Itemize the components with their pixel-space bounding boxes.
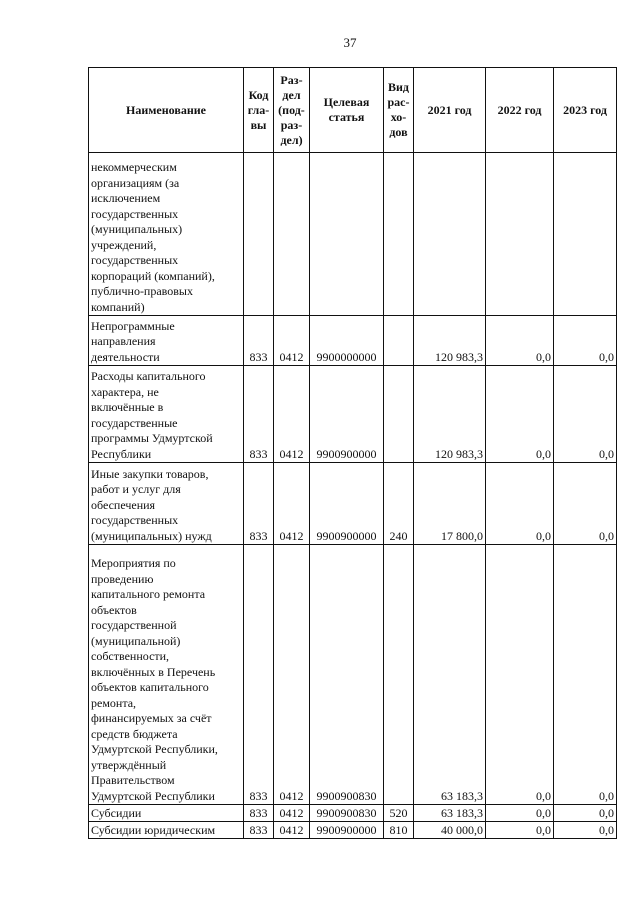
row-2022 xyxy=(486,153,554,316)
table-row xyxy=(89,366,617,463)
row-section: 0412 xyxy=(274,463,310,545)
row-2022: 0,0 xyxy=(486,545,554,805)
row-chapter: 833 xyxy=(244,366,274,463)
row-2021: 40 000,0 xyxy=(414,822,486,839)
row-section: 0412 xyxy=(274,805,310,822)
row-section: 0412 xyxy=(274,545,310,805)
row-type xyxy=(384,153,414,316)
header-section: Раз- дел (под- раз- дел) xyxy=(274,68,310,153)
row-article: 9900900830 xyxy=(310,545,384,805)
row-article: 9900900000 xyxy=(310,366,384,463)
row-article: 9900900830 xyxy=(310,805,384,822)
row-section: 0412 xyxy=(274,822,310,839)
row-type xyxy=(384,545,414,805)
row-2023: 0,0 xyxy=(554,463,617,545)
row-type xyxy=(384,366,414,463)
row-2023: 0,0 xyxy=(554,805,617,822)
row-name: Мероприятия по проведению капитального ремонта объектов государственной (муниципальной) собственности, включённых в Перечень объектов капитального ремонта, финансируемых за счёт средств бюджета Удмуртской Республики, утверждённый Правительством Удмуртской Республики xyxy=(89,545,244,805)
row-article xyxy=(310,153,384,316)
header-name: Наименование xyxy=(89,68,244,153)
row-type: 520 xyxy=(384,805,414,822)
table-row xyxy=(89,545,617,805)
header-chapter-code: Код гла- вы xyxy=(244,68,274,153)
row-2023: 0,0 xyxy=(554,545,617,805)
row-name: Непрограммные направления деятельности xyxy=(89,316,244,366)
table-row xyxy=(89,805,617,822)
header-2023: 2023 год xyxy=(554,68,617,153)
row-type xyxy=(384,316,414,366)
table-row xyxy=(89,463,617,545)
row-article: 9900900000 xyxy=(310,463,384,545)
header-target-article: Целевая статья xyxy=(310,68,384,153)
header-2022: 2022 год xyxy=(486,68,554,153)
row-2021: 120 983,3 xyxy=(414,316,486,366)
row-name: Субсидии юридическим xyxy=(89,822,244,839)
row-2022: 0,0 xyxy=(486,463,554,545)
row-2023: 0,0 xyxy=(554,822,617,839)
row-article: 9900900000 xyxy=(310,822,384,839)
row-chapter: 833 xyxy=(244,822,274,839)
row-chapter: 833 xyxy=(244,316,274,366)
row-name: некоммерческим организациям (за исключением государственных (муниципальных) учреждений, государственных корпораций (компаний), публично-правовых компаний) xyxy=(89,153,244,316)
header-row xyxy=(89,68,617,153)
table-row xyxy=(89,822,617,839)
row-2022: 0,0 xyxy=(486,805,554,822)
row-2022: 0,0 xyxy=(486,366,554,463)
row-section xyxy=(274,153,310,316)
row-type: 810 xyxy=(384,822,414,839)
row-name: Иные закупки товаров, работ и услуг для обеспечения государственных (муниципальных) нужд xyxy=(89,463,244,545)
row-2022: 0,0 xyxy=(486,822,554,839)
row-2021 xyxy=(414,153,486,316)
row-chapter: 833 xyxy=(244,805,274,822)
table-row xyxy=(89,316,617,366)
row-type: 240 xyxy=(384,463,414,545)
row-2023: 0,0 xyxy=(554,316,617,366)
row-2023 xyxy=(554,153,617,316)
row-section: 0412 xyxy=(274,316,310,366)
row-2023: 0,0 xyxy=(554,366,617,463)
row-2021: 17 800,0 xyxy=(414,463,486,545)
row-chapter: 833 xyxy=(244,463,274,545)
row-name: Субсидии xyxy=(89,805,244,822)
table-row xyxy=(89,153,617,316)
page-number: 37 xyxy=(343,35,357,50)
row-section: 0412 xyxy=(274,366,310,463)
row-2021: 120 983,3 xyxy=(414,366,486,463)
row-chapter: 833 xyxy=(244,545,274,805)
budget-table xyxy=(88,67,617,839)
row-2021: 63 183,3 xyxy=(414,545,486,805)
header-2021: 2021 год xyxy=(414,68,486,153)
row-2021: 63 183,3 xyxy=(414,805,486,822)
row-name: Расходы капитального характера, не включённые в государственные программы Удмуртской Республики xyxy=(89,366,244,463)
header-expense-type: Вид рас- хо- дов xyxy=(384,68,414,153)
row-2022: 0,0 xyxy=(486,316,554,366)
row-chapter xyxy=(244,153,274,316)
row-article: 9900000000 xyxy=(310,316,384,366)
